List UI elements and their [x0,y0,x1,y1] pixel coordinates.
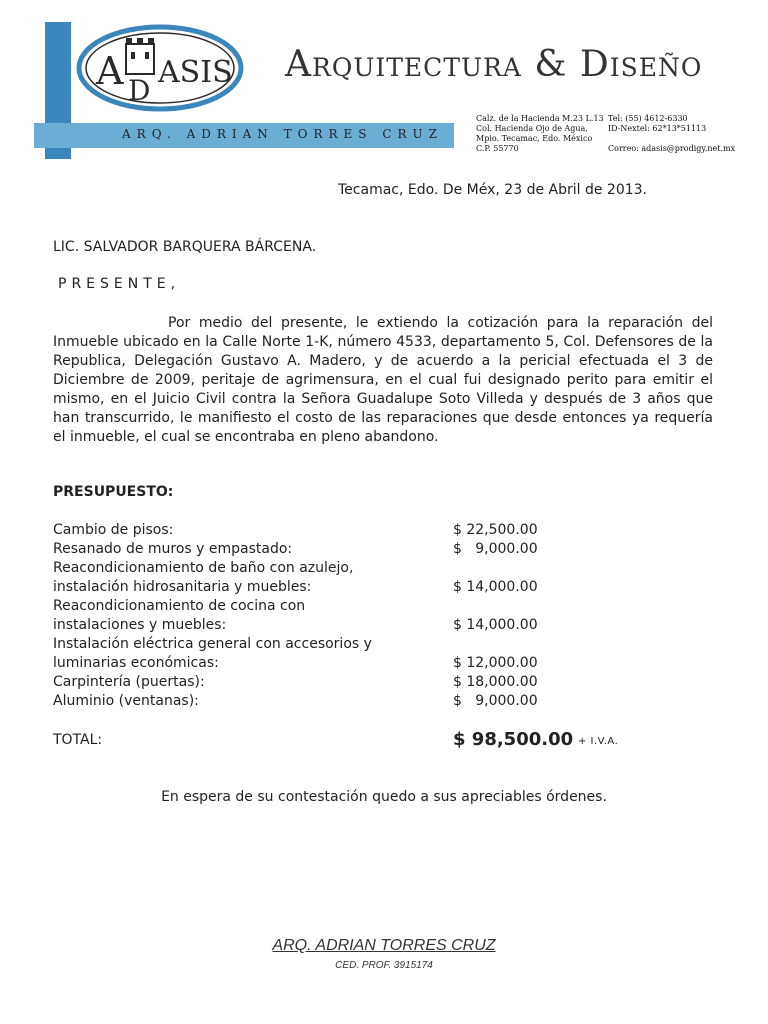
budget-item-label: Instalación eléctrica general con accesorios y luminarias económicas: [53,636,372,671]
recipient-name: LIC. SALVADOR BARQUERA BÁRCENA. [53,239,317,255]
total-label: TOTAL: [53,732,103,748]
adasis-logo [76,24,244,112]
budget-item [53,597,613,635]
address-line: Calz. de la Hacienda M.23 L.13 [476,114,604,123]
logo-letter-d: D [128,74,151,107]
budget-item [53,673,613,692]
budget-item-label: Reacondicionamiento de baño con azulejo, instalación hidrosanitaria y muebles: [53,560,354,595]
budget-item-label: Reacondicionamiento de cocina con instalaciones y muebles: [53,598,306,633]
budget-item [53,559,613,597]
address-block [476,114,604,154]
budget-list [53,521,613,711]
budget-item [53,692,613,711]
email-line: Correo: adasis@prodigy.net.mx [608,144,736,153]
budget-item-label: Resanado de muros y empastado: [53,541,293,557]
budget-item-amount: $ 9,000.00 [453,693,538,709]
letter-date: Tecamac, Edo. De Méx, 23 de Abril de 2013. [338,182,647,198]
budget-item-amount: $ 14,000.00 [453,617,538,633]
phone-line: Tel: (55) 4612-6330 [608,114,688,123]
architect-name-bar: ARQ. ADRIAN TORRES CRUZ [122,127,443,141]
budget-heading: PRESUPUESTO: [53,484,174,500]
budget-item-amount: $ 9,000.00 [453,541,538,557]
budget-item-amount: $ 22,500.00 [453,522,538,538]
total-amount: $ 98,500.00 [453,729,574,750]
logo-letter-a: A [96,49,124,93]
budget-item-label: Aluminio (ventanas): [53,693,199,709]
address-line: Col. Hacienda Ojo de Agua, [476,124,588,133]
budget-item-amount: $ 14,000.00 [453,579,538,595]
address-line: C.P. 55770 [476,144,519,153]
budget-item [53,521,613,540]
total-tax-note: + I.V.A. [578,736,619,747]
nextel-line: ID-Nextel: 62*13*51113 [608,124,707,133]
brand-title: Arquitectura & Diseño [285,44,703,85]
closing-line: En espera de su contestación quedo a sus apreciables órdenes. [161,789,607,805]
budget-item-label: Cambio de pisos: [53,522,174,538]
address-line: Mpio. Tecamac, Edo. México [476,134,593,143]
signature-cedula: CED. PROF. 3915174 [335,960,433,971]
budget-item-label: Carpintería (puertas): [53,674,205,690]
budget-item-amount: $ 12,000.00 [453,655,538,671]
budget-item-amount: $ 18,000.00 [453,674,538,690]
logo-letters-asis: ASIS [158,55,233,90]
body-paragraph: Por medio del presente, le extiendo la cotización para la reparación del Inmueble ubicado en la Calle Norte 1-K, número 4533, departamento 5, Col. Defensores de la Republica, Delegación Gustavo A. Madero, y de acuerdo a la pericial efectuada el 3 de Diciembre de 2009, peritaje de agrimensura, en el cual fui designado perito para emitir el mismo, en el Juicio Civil contra la Señora Guadalupe Soto Villeda y después de 3 años que han transcurrido, le manifiesto el costo de las reparaciones que desde entonces ya requería el inmueble, el cual se encontraba en pleno abandono. [53,315,713,445]
spacer-line [608,134,735,144]
signature-name: ARQ. ADRIAN TORRES CRUZ [272,937,496,954]
budget-item [53,540,613,559]
salutation: PRESENTE, [58,276,181,292]
budget-item [53,635,613,673]
contact-block [608,114,735,154]
